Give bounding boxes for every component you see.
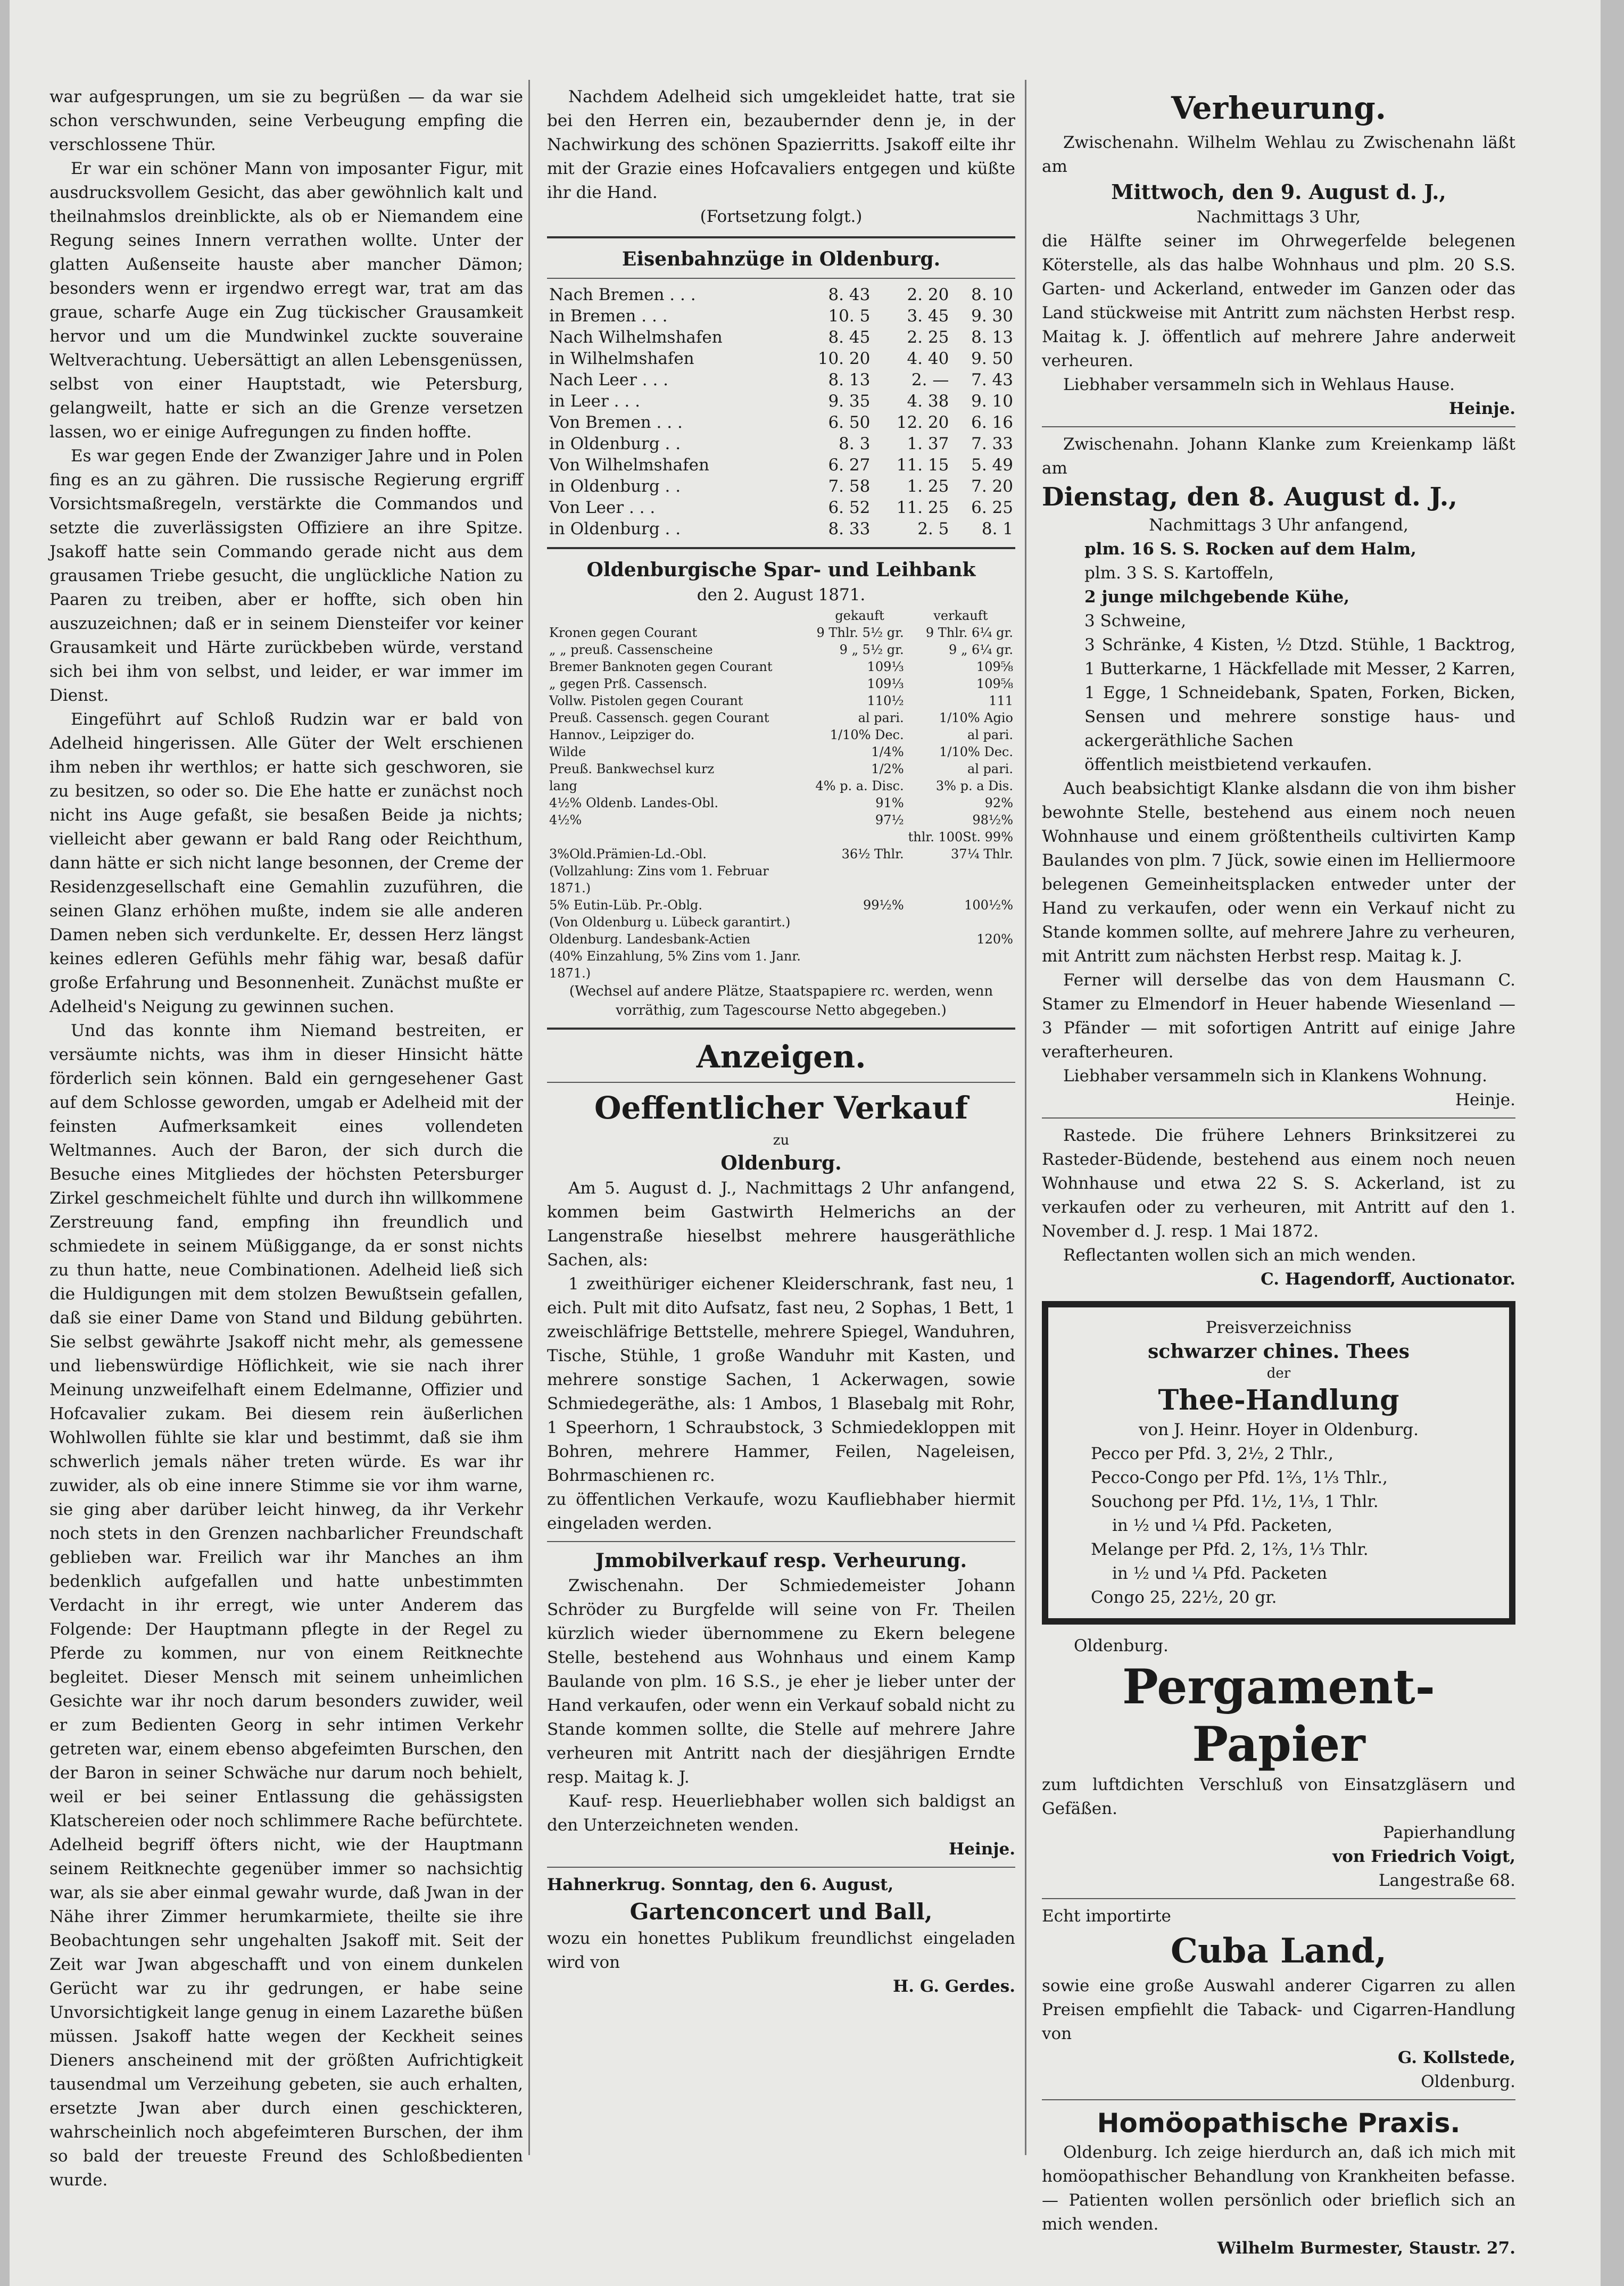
bank-item: Preuß. Bankwechsel kurz: [549, 761, 715, 776]
bank-rate: 4% p. a. Disc.: [815, 778, 904, 793]
bank-rate: al pari.: [858, 710, 904, 725]
cuba-title: Cuba Land,: [1171, 1931, 1387, 1971]
railway-route: in Oldenburg . .: [549, 477, 681, 496]
ad-text: 3 Schränke, 4 Kisten, ½ Dtzd. Stühle, 1 Backtrog, 1 Butterkarne, 1 Häckfellade mit Messer, 2 Karren, 1 Egge, 1 Schneidebank, Spaten, Forken, Bicken, Sensen und mehrere sonstige haus- und ackergeräthliche Sachen: [1084, 635, 1515, 750]
bank-row: [547, 743, 1015, 760]
column-rule: [528, 80, 530, 2155]
bank-row: [547, 863, 1015, 897]
ad-text: Liebhaber versammeln sich in Wehlaus Hause.: [1063, 375, 1455, 394]
railway-time: 1. 37: [907, 434, 949, 453]
railway-time: 7. 20: [971, 477, 1013, 496]
divider: [1042, 2099, 1515, 2100]
railway-time: 8. 13: [828, 370, 871, 390]
perg-place: Oldenburg.: [1074, 1636, 1169, 1655]
tea-price-line: Congo 25, 22½, 20 gr.: [1091, 1588, 1277, 1607]
bank-row: [547, 641, 1015, 658]
railway-time: 1. 25: [907, 477, 949, 496]
railway-route: Nach Bremen . . .: [549, 285, 696, 304]
story-paragraph: Er war ein schöner Mann von imposanter Figur, mit ausdrucksvollem Gesicht, das aber gewöhnlich kalt und theilnahmslos dreinblickte, als ob er Niemandem eine Regung seines Innern verrathen wollte. Unter der glatten Außenseite hauste aber mancher Dämon; besonders wenn er irgendwo erregt war, trat am das graue, scharfe Auge ein Zug tückischer Grausamkeit hervor und um die Mundwinkel zuckte souveraine Weltverachtung. Uebersättigt an allen Lebensgenüssen, selbst von einer Hauptstadt, wie Petersburg, gelangweilt, hatte er sich an die Grenze versetzen lassen, wo er einige Aufregungen zu finden hoffte.: [49, 159, 523, 442]
bank-rate: 3% p. a Dis.: [935, 778, 1013, 793]
gartenconcert-title: Gartenconcert und Ball,: [629, 1899, 933, 1925]
bank-item: Oldenburg. Landesbank-Actien: [549, 932, 750, 947]
ad-item: 3 Schweine,: [1084, 611, 1187, 631]
bank-rate: 109⅝: [976, 659, 1013, 674]
railway-time: 12. 20: [896, 413, 949, 432]
bank-item: 3%Old.Prämien-Ld.-Obl.: [549, 847, 707, 862]
bank-row: [547, 692, 1015, 709]
railway-route: Von Leer . . .: [549, 498, 656, 517]
bank-item: (Vollzahlung: Zins vom 1. Februar 1871.): [549, 864, 769, 896]
railway-time: 8. 45: [828, 328, 871, 347]
divider: [547, 1541, 1015, 1542]
bank-item: [547, 829, 813, 846]
verkauf-place: Oldenburg.: [720, 1152, 842, 1174]
continuation-note: (Fortsetzung folgt.): [700, 207, 863, 226]
railway-time: 6. 25: [971, 498, 1013, 517]
bank-rate: 37¼ Thlr.: [950, 847, 1013, 862]
railway-row: [547, 497, 1015, 518]
railway-time: 4. 40: [907, 349, 949, 368]
bank-item: (40% Einzahlung, 5% Zins vom 1. Janr. 1871.): [549, 949, 801, 981]
railway-time: 6. 52: [828, 498, 871, 517]
bank-row: [547, 624, 1015, 641]
railway-time: 7. 33: [971, 434, 1013, 453]
railway-time: 5. 49: [971, 455, 1013, 475]
divider: [547, 278, 1015, 279]
bank-item: „ gegen Prß. Cassensch.: [549, 676, 707, 691]
verkauf-end: zu öffentlichen Verkaufe, wozu Kaufliebhaber hiermit eingeladen werden.: [547, 1490, 1015, 1533]
railway-time: 9. 10: [971, 392, 1013, 411]
bank-rate: al pari.: [967, 727, 1013, 742]
tea-price-line: in ½ und ¼ Pfd. Packeten,: [1112, 1516, 1333, 1535]
tea-line: schwarzer chines. Thees: [1148, 1340, 1410, 1363]
railway-time: 8. 13: [971, 328, 1013, 347]
railway-route: Von Wilhelmshafen: [549, 455, 709, 475]
bank-item: Kronen gegen Courant: [549, 625, 697, 640]
hahnerkrug-line: Hahnerkrug. Sonntag, den 6. August,: [547, 1875, 894, 1894]
verkauf-list: 1 zweithüriger eichener Kleiderschrank, fast neu, 1 eich. Pult mit dito Aufsatz, fast neu, 2 Sophas, 1 Bett, 1 zweischläfrige Bettstelle, mehrere Spiegel, Wanduhren, Tische, Stühle, 1 große Wanduhr mit Kasten, und mehrere sonstige Sachen, 1 Ackerwagen, sowie Schmiedegeräthe, als: 1 Ambos, 1 Blasebalg mit Rohr, 1 Speerhorn, 1 Schraubstock, 3 Schmiedekloppen mit Bohren, mehrere Hammer, Feilen, Nageleisen, Bohrmaschienen rc.: [547, 1274, 1015, 1485]
verkauf-title: Oeffentlicher Verkauf: [594, 1090, 968, 1126]
bank-rate: [813, 914, 906, 931]
bank-rate: 97½: [875, 813, 904, 827]
railway-row: [547, 327, 1015, 348]
tea-price-line: in ½ und ¼ Pfd. Packeten: [1112, 1564, 1328, 1583]
bank-rate: 1/2%: [871, 761, 904, 776]
tea-price-list: [1059, 1442, 1498, 1610]
ad-signature: C. Hagendorff, Auctionator.: [1261, 1270, 1515, 1289]
bank-rate: 1/10% Dec.: [830, 727, 904, 742]
perg-text: zum luftdichten Verschluß von Einsatzgläsern und Gefäßen.: [1042, 1775, 1515, 1818]
ad-text: Ferner will derselbe das von dem Hausmann C. Stamer zu Elmendorf in Heuer habende Wiesenland — 3 Pfänder — mit sofortigen Antritt auf einige Jahre verafterheuren.: [1042, 971, 1515, 1062]
bank-item: 4½% Oldenb. Landes-Obl.: [549, 796, 718, 810]
immobil-text: Zwischenahn. Der Schmiedemeister Johann Schröder zu Burgfelde will seine von Fr. Theilen kürzlich wieder übernommene zu Ekern belegene Stelle, bestehend aus Wohnhaus und einem Kamp Baulande von plm. 16 S.S., je eher je lieber unter der Hand verkaufen, oder wenn ein Verkauf sobald nicht zu Stande kommen sollte, die Stelle auf mehrere Jahre verheuren mit Antritt nach der diesjährigen Erndte resp. Maitag k. J.: [547, 1576, 1015, 1787]
verkauf-zu: zu: [773, 1132, 790, 1148]
railway-time: 7. 58: [828, 477, 871, 496]
bank-rate: [813, 948, 906, 982]
bank-row: [547, 794, 1015, 811]
railway-route: Nach Leer . . .: [549, 370, 669, 390]
ad-text: die Hälfte seiner im Ohrwegerfelde belegenen Köterstelle, als das halbe Wohnhaus und plm. 20 S.S. Garten- und Ackerland, entweder im Ganzen oder das Land stückweise mit Antritt zum nächsten Herbst resp. Maitag k. J. öffentlich auf mehrere Jahre anderweit verheuren.: [1042, 231, 1515, 370]
railway-row: [547, 518, 1015, 540]
railway-row: [547, 369, 1015, 391]
railway-route: in Oldenburg . .: [549, 519, 681, 539]
bank-rate: 9 Thlr. 5½ gr.: [816, 625, 904, 640]
bank-rate: 109⅝: [976, 676, 1013, 691]
bank-header-sell: verkauft: [933, 608, 988, 623]
railway-time: 10. 20: [817, 349, 871, 368]
perg-signature: von Friedrich Voigt,: [1332, 1847, 1515, 1866]
gartenconcert-signature: H. G. Gerdes.: [892, 1977, 1015, 1996]
railway-route: in Wilhelmshafen: [549, 349, 694, 368]
tea-price-line: Pecco per Pfd. 3, 2½, 2 Thlr.,: [1091, 1444, 1333, 1463]
tea-line: von J. Heinr. Hoyer in Oldenburg.: [1139, 1420, 1419, 1439]
bank-rate: 109⅓: [867, 659, 904, 674]
railway-row: [547, 476, 1015, 497]
ad-signature: Heinje.: [1448, 399, 1515, 418]
divider: [1042, 1117, 1515, 1119]
tea-price-line: Souchong per Pfd. 1½, 1⅓, 1 Thlr.: [1091, 1492, 1379, 1511]
bank-rate: 98½%: [972, 813, 1013, 827]
divider: [547, 236, 1015, 238]
railway-time: 6. 50: [828, 413, 871, 432]
gartenconcert-text: wozu ein honettes Publikum freundlichst eingeladen wird von: [547, 1929, 1015, 1972]
railway-time: 2. 5: [917, 519, 949, 539]
bank-item: „ „ preuß. Cassenscheine: [549, 642, 713, 657]
railway-time: 2. 20: [907, 285, 949, 304]
bank-rate: 92%: [984, 796, 1013, 810]
railway-route: in Bremen . . .: [549, 307, 668, 326]
railway-route: Nach Wilhelmshafen: [549, 328, 723, 347]
verkauf-text: Am 5. August d. J., Nachmittags 2 Uhr anfangend, kommen beim Gastwirth Helmerichs an der Langenstraße hieselbst mehrere hausgeräthliche Sachen, als:: [547, 1179, 1015, 1270]
railway-time: 8. 10: [971, 285, 1013, 304]
ad-text: öffentlich meistbietend verkaufen.: [1084, 755, 1372, 774]
story-paragraph: Es war gegen Ende der Zwanziger Jahre und in Polen fing es an zu gähren. Die russische Regierung ergriff Vorsichtsmaßregeln, verstärkte die Commandos und setzte die zuverlässigsten Offiziere an ihre Spitze. Jsakoff hatte sein Commando gerade nicht aus dem grausamen Triebe gesucht, die unglückliche Nation zu Paaren zu treiben, aber er hoffte, sich oben hin auszuzeichnen; daß er in seinem Diensteifer vor keiner Grausamkeit und Härte zurückbeben würde, verstand sich bei ihm von selbst, und leider, er war immer im Dienst.: [49, 446, 523, 705]
bank-item: 4½%: [549, 813, 582, 827]
bank-rate: 99½%: [863, 898, 904, 913]
cuba-text: sowie eine große Auswahl anderer Cigarren zu allen Preisen empfiehlt die Taback- und Cigarren-Handlung von: [1042, 1976, 1515, 2043]
railway-row: [547, 454, 1015, 476]
divider: [547, 1867, 1015, 1868]
ad-text: Zwischenahn. Johann Klanke zum Kreienkamp läßt am: [1042, 435, 1515, 478]
railway-time: 7. 43: [971, 370, 1013, 390]
verheurung-title: Verheurung.: [1171, 90, 1387, 126]
ad-item: plm. 16 S. S. Rocken auf dem Halm,: [1084, 540, 1416, 559]
bank-row: [547, 726, 1015, 743]
bank-item: Hannov., Leipziger do.: [549, 727, 695, 742]
story-paragraph: Eingeführt auf Schloß Rudzin war er bald von Adelheid hingerissen. Alle Güter der Welt erschienen ihm neben ihr werthlos; er hatte sich geschworen, sie zu besitzen, so oder so. Die Ehe hatte er zunächst noch nicht ins Auge gefaßt, sie besaßen Beide ja nichts; vielleicht aber gewann er bald Rang oder Reichthum, dann hätte er sich nicht lange besonnen, der Creme der Residenzgesellschaft eine Gemahlin zuzuführen, die seinen Glanz erhöhen mußte, indem sie alle anderen Damen neben sich verdunkelte. Er, dessen Herz längst keines edleren Gefühls mehr fähig war, besaß dafür große Erfahrung und Besonnenheit. Zunächst mußte er Adelheid's Neigung zu gewinnen suchen.: [49, 710, 523, 1016]
ads-column: [1042, 85, 1515, 2260]
bank-row: [547, 658, 1015, 675]
bank-row: [547, 846, 1015, 863]
tea-price-line: Melange per Pfd. 2, 1⅔, 1⅓ Thlr.: [1091, 1540, 1369, 1559]
ad-time: Nachmittags 3 Uhr,: [1196, 208, 1361, 227]
railway-row: [547, 391, 1015, 412]
railway-time: 11. 15: [896, 455, 949, 475]
railway-time: 8. 3: [839, 434, 871, 453]
tea-shop-name: Thee-Handlung: [1158, 1384, 1399, 1417]
bank-table: [547, 607, 1015, 982]
bank-rate: 1/4%: [871, 744, 904, 759]
bank-rate: 1/10% Dec.: [939, 744, 1013, 759]
bank-rate: [906, 914, 1015, 931]
immobil-title: Jmmobilverkauf resp. Verheurung.: [595, 1550, 967, 1572]
railway-time: 8. 33: [828, 519, 871, 539]
bank-rate: 120%: [976, 932, 1013, 947]
homo-text: Oldenburg. Ich zeige hierdurch an, daß ich mich mit homöopathischer Behandlung von Krankheiten befasse. — Patienten wollen persönlich oder brieflich sich an mich wenden.: [1042, 2143, 1515, 2234]
railway-row: [547, 412, 1015, 433]
ad-text: Zwischenahn. Wilhelm Wehlau zu Zwischenahn läßt am: [1042, 133, 1515, 176]
railway-row: [547, 433, 1015, 454]
railway-row: [547, 305, 1015, 327]
railway-table: [547, 284, 1015, 540]
bank-rate: 9 „ 5½ gr.: [839, 642, 904, 657]
bank-item: (Von Oldenburg u. Lübeck garantirt.): [549, 915, 791, 930]
ad-date: Mittwoch, den 9. August d. J.,: [1111, 180, 1446, 204]
bank-row: [547, 760, 1015, 777]
bank-item: Bremer Banknoten gegen Courant: [549, 659, 773, 674]
bank-title: Oldenburgische Spar- und Leihbank: [586, 559, 976, 581]
bank-rate: 1/10% Agio: [939, 710, 1013, 725]
bank-item: 5% Eutin-Lüb. Pr.-Oblg.: [549, 898, 703, 913]
ad-time: Nachmittags 3 Uhr anfangend,: [1149, 516, 1408, 535]
story-column: [49, 85, 523, 2192]
story-paragraph: war aufgesprungen, um sie zu begrüßen — da war sie schon verschwunden, seine Verbeugung empfing die verschlossene Thür.: [49, 87, 523, 154]
divider: [1042, 1898, 1515, 1899]
divider: [547, 547, 1015, 549]
bank-rate: [906, 948, 1015, 982]
railway-time: 9. 50: [971, 349, 1013, 368]
bank-row: [547, 777, 1015, 794]
tea-line: Preisverzeichniss: [1205, 1318, 1352, 1337]
bank-rate: 91%: [875, 796, 904, 810]
railway-route: in Leer . . .: [549, 392, 640, 411]
tea-price-line: Pecco-Congo per Pfd. 1⅔, 1⅓ Thlr.,: [1091, 1468, 1388, 1487]
divider: [547, 1082, 1015, 1083]
bank-row: [547, 914, 1015, 931]
railway-time: 2. —: [911, 370, 949, 390]
immobil-signature: Heinje.: [948, 1840, 1015, 1859]
railway-time: 6. 27: [828, 455, 871, 475]
cuba-signature: G. Kollstede,: [1397, 2048, 1515, 2067]
bank-item: lang: [549, 778, 577, 793]
bank-row: [547, 709, 1015, 726]
bank-rate: 111: [989, 693, 1013, 708]
bank-rate: [906, 863, 1015, 897]
railway-time: 8. 43: [828, 285, 871, 304]
homo-signature: Wilhelm Burmester, Staustr. 27.: [1217, 2239, 1515, 2258]
bank-rate: 9 Thlr. 6¼ gr.: [925, 625, 1013, 640]
ad-item: plm. 3 S. S. Kartoffeln,: [1084, 564, 1274, 583]
pergament-title: Pergament-Papier: [1122, 1659, 1436, 1773]
perg-address: Langestraße 68.: [1378, 1871, 1515, 1890]
divider: [547, 1028, 1015, 1030]
railway-time: 2. 25: [907, 328, 949, 347]
railway-time: 9. 35: [828, 392, 871, 411]
bank-item: Vollw. Pistolen gegen Courant: [549, 693, 743, 708]
railway-time: 4. 38: [907, 392, 949, 411]
bank-rate: 100½%: [964, 898, 1013, 913]
ad-signature: Heinje.: [1455, 1090, 1515, 1109]
railway-time: 10. 5: [828, 307, 871, 326]
cuba-pre: Echt importirte: [1042, 1907, 1171, 1926]
railway-time: 9. 30: [971, 307, 1013, 326]
column-rule: [1025, 80, 1026, 2155]
railway-time: 6. 16: [971, 413, 1013, 432]
ad-text: Rastede. Die frühere Lehners Brinksitzerei zu Rasteder-Büdende, bestehend aus einem noch neuen Wohnhause und etwa 22 S. S. Ackerland, ist zu verkaufen oder zu verheuren, mit Antritt auf den 1. November d. J. resp. 1 Mai 1872.: [1042, 1126, 1515, 1241]
railway-time: 11. 25: [896, 498, 949, 517]
bank-date: den 2. August 1871.: [697, 585, 866, 604]
bank-row: [547, 931, 1015, 948]
railway-route: Von Bremen . . .: [549, 413, 683, 432]
divider: [1042, 426, 1515, 427]
bank-row: [547, 829, 1015, 846]
bank-row: [547, 897, 1015, 914]
bank-rate: thlr. 100St. 99%: [908, 830, 1013, 844]
tea-line: der: [1266, 1365, 1291, 1381]
perg-shop: Papierhandlung: [1383, 1823, 1515, 1842]
bank-rate: 9 „ 6¼ gr.: [949, 642, 1013, 657]
railway-time: 8. 1: [981, 519, 1013, 539]
homoeopathie-title: Homöopathische Praxis.: [1097, 2108, 1461, 2139]
tea-price-box: [1042, 1301, 1515, 1625]
bank-row: [547, 675, 1015, 692]
ad-text: Auch beabsichtigt Klanke alsdann die von ihm bisher bewohnte Stelle, bestehend aus einem noch neuen Wohnhause und einem größtentheils cultivirten Kamp Baulandes von plm. 7 Jück, sowie einen im Helliermoore belegenen Gemeinheitsplacken entweder unter der Hand zu verkaufen, oder wenn ein Verkauf nicht zu Stande kommen sollte, auf mehrere Jahre zu verheuren, mit Antritt zum nächsten Herbst resp. Maitag k. J.: [1042, 779, 1515, 966]
railway-row: [547, 348, 1015, 369]
bank-rate: 109⅓: [867, 676, 904, 691]
railway-title: Eisenbahnzüge in Oldenburg.: [622, 248, 941, 270]
bank-note: (Wechsel auf andere Plätze, Staatspapiere rc. werden, wenn vorräthig, zum Tagescourse Netto abgegeben.): [569, 983, 993, 1018]
bank-item: Preuß. Cassensch. gegen Courant: [549, 710, 769, 725]
bank-rate: [813, 829, 906, 846]
bank-row: [547, 948, 1015, 982]
story-paragraph: Nachdem Adelheid sich umgekleidet hatte, trat sie bei den Herren ein, bezaubernder denn je, in der Nachwirkung des schönen Spazierritts. Jsakoff eilte ihr mit der Grazie eines Hofcavaliers entgegen und küßte ihr die Hand.: [547, 87, 1015, 202]
cuba-place: Oldenburg.: [1421, 2072, 1515, 2091]
middle-column: [547, 85, 1015, 1999]
bank-rate: [813, 863, 906, 897]
railway-row: [547, 284, 1015, 305]
ad-date: Dienstag, den 8. August d. J.,: [1042, 482, 1458, 512]
bank-item: Wilde: [549, 744, 586, 759]
bank-rate: 36½ Thlr.: [841, 847, 904, 862]
bank-rate: [813, 931, 906, 948]
railway-time: 3. 45: [907, 307, 949, 326]
ad-item: 2 junge milchgebende Kühe,: [1084, 587, 1349, 607]
story-paragraph: Und das konnte ihm Niemand bestreiten, er versäumte nichts, was ihm in dieser Hinsicht hätte förderlich sein können. Bald ein gerngesehener Gast auf dem Schlosse geworden, umgab er Adelheid mit der feinsten Aufmerksamkeit eines vollendeten Weltmannes. Auch der Baron, der sich durch die Besuche eines Mitgliedes der höchsten Petersburger Zirkel geschmeichelt fühlte und durch ihn willkommene Zerstreuung fand, empfing ihn freundlich und schmiedete in seinem Müßiggange, da er sonst nichts zu thun hatte, neue Combinationen. Adelheid ließ sich die Huldigungen mit dem stolzen Bewußtsein gefallen, daß sie einer Dame von Stand und Bildung gebührten. Sie selbst gewährte Jsakoff nicht mehr, als gemessene und liebenswürdige Höflichkeit, wie sie nach ihrer Meinung unzweifelhaft einem Edelmanne, Offizier und Hofcavalier zukam. Bei diesem rein äußerlichen Wohlwollen fühlte sie klar und bestimmt, daß sie ihm schwerlich jemals näher treten würde. Es war ihr zuwider, als ob eine innere Stimme sie vor ihm warne, sie ging aber darüber leicht hinweg, da ihr Verkehr noch stets in den Grenzen nachbarlicher Freundschaft geblieben war. Freilich war ihr Manches an ihm bedenklich aufgefallen und hatte unbestimmten Verdacht in ihr erregt, wie unter Anderem das Folgende: Der Hauptmann pflegte in der Regel zu Pferde zu kommen, nur von einem Reitknechte begleitet. Dieser Mensch mit seinem unheimlichen Gesichte war ihr noch darum besonders zuwider, weil er zum Bedienten Georg in sehr intimen Verkehr getreten war, einem ebenso abgefeimten Burschen, den der Baron in seiner Schwäche nur darum noch behielt, weil er bei seiner Entlassung die gehässigsten Klatschereien oder noch schlimmere Rache befürchtete. Adelheid begriff öfters nicht, wie der Hauptmann seinem Reitknechte gegenüber immer so nachsichtig war, als sie aber einmal gewahr wurde, daß Jwan in der Nähe ihrer Zimmer herumkarmiete, theilte sie ihre Beobachtungen sehr ungehalten Jsakoff mit. Seit der Zeit war Jwan abgeschafft und von einem dunkelen Gerücht war zu ihr gedrungen, er habe seine Unvorsichtigkeit lange genug in einem Lazarethe büßen müssen. Jsakoff hatte wegen der Keckheit seines Dieners anscheinend mit der größten Aufrichtigkeit tausendmal um Verzeihung gebeten, sie auch erhalten, ersetzte Jwan aber durch einen geschickteren, wahrscheinlich noch abgefeimteren Burschen, der ihm so bald der treueste Freund des Schloßbedienten wurde.: [49, 1021, 523, 2190]
bank-header-buy: gekauft: [835, 608, 884, 623]
ad-text: Liebhaber versammeln sich in Klankens Wohnung.: [1063, 1066, 1488, 1086]
bank-rate: 110½: [867, 693, 904, 708]
bank-rate: al pari.: [967, 761, 1013, 776]
anzeigen-heading: Anzeigen.: [696, 1039, 866, 1075]
bank-row: [547, 811, 1015, 829]
ad-text: Reflectanten wollen sich an mich wenden.: [1063, 1246, 1416, 1265]
newspaper-page: [10, 0, 1601, 2286]
railway-route: in Oldenburg . .: [549, 434, 681, 453]
immobil-text: Kauf- resp. Heuerliebhaber wollen sich baldigst an den Unterzeichneten wenden.: [547, 1792, 1015, 1835]
